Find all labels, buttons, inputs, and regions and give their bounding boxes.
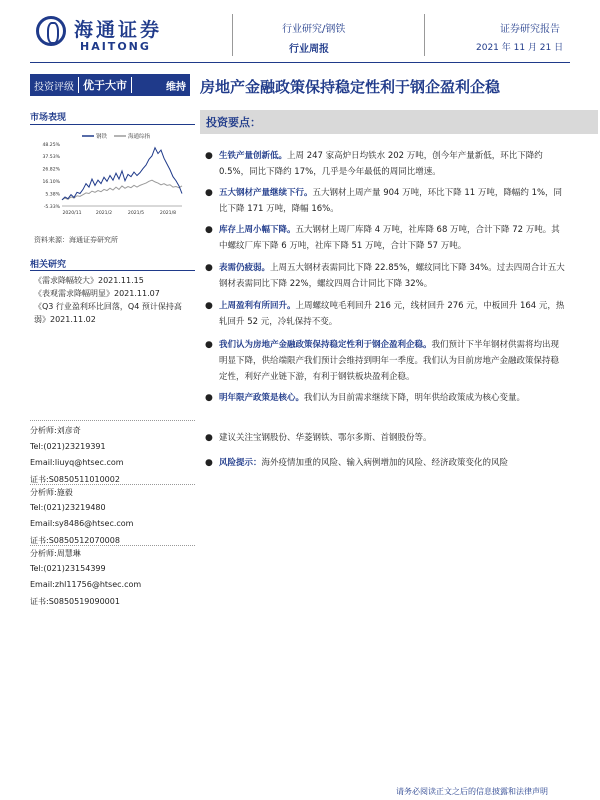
related-item[interactable]: 弱》2021.11.02 (34, 315, 96, 324)
bullet-dot-icon: ● (205, 225, 213, 235)
bullet-dot-icon: ● (205, 393, 213, 403)
key-point-item (205, 390, 565, 406)
industry-label: 行业研究/钢铁 (282, 24, 346, 35)
header-divider (232, 14, 233, 56)
y-tick-label: -5.33% (43, 204, 60, 210)
related-item[interactable]: 《Q3 行业盈利环比回落，Q4 预计保持高 (34, 302, 182, 311)
key-points-heading: 投资要点： (206, 116, 261, 129)
plot-area (62, 148, 182, 200)
analyst-separator (30, 484, 195, 485)
bullet-dot-icon: ● (205, 151, 213, 161)
x-axis (62, 206, 182, 216)
analyst-cert: 证书:S0850511010002 (30, 475, 120, 484)
rating-action: 维持 (166, 81, 186, 93)
series-line-steel (62, 148, 182, 200)
rating-box (30, 74, 190, 96)
market-performance-chart (30, 128, 190, 223)
analyst-tel: Tel:(021)23154399 (30, 564, 106, 573)
y-tick-label: 5.38% (45, 192, 60, 198)
report-label: 证券研究报告 (500, 24, 560, 35)
key-point-text: 上周五大钢材表需同比下降 22.85%，螺纹同比下降 34%。过去四周合计五大钢材表需同比下降 22%，螺纹四周合计同比下降 32%。 (219, 263, 565, 289)
rating-value: 优于大市 (78, 77, 132, 93)
bullet-dot-icon: ● (205, 263, 213, 273)
analyst-email[interactable]: Email:sy8486@htsec.com (30, 519, 134, 528)
analyst-tel: Tel:(021)23219391 (30, 442, 106, 451)
report-type: 行业周报 (289, 44, 329, 55)
bullet-dot-icon: ● (205, 188, 213, 198)
key-point-item (205, 222, 565, 254)
related-item[interactable]: 《需求降幅较大》2021.11.15 (34, 276, 144, 285)
key-point-lead: 上周盈利有所回升。 (219, 301, 296, 311)
report-title: 房地产金融政策保持稳定性利于钢企盈利企稳 (200, 78, 501, 96)
key-point-item (205, 455, 565, 471)
analyst-cert: 证书:S0850519090001 (30, 597, 120, 606)
haitong-logo-icon (36, 16, 66, 46)
key-point-lead: 库存上周小幅下降。 (219, 225, 296, 235)
key-point-lead: 表需仍疲弱。 (219, 263, 271, 273)
logo-english-name: HAITONG (80, 40, 151, 53)
market-underline (30, 124, 195, 125)
y-axis (42, 142, 60, 210)
x-tick-label: 2021/2 (95, 211, 113, 216)
key-point-text: 我们认为目前需求继续下降，明年供给政策成为核心变量。 (304, 393, 526, 403)
x-tick-label: 2021/5 (127, 211, 145, 216)
y-tick-label: 48.25% (42, 142, 60, 148)
report-date: 2021 年 11 月 21 日 (476, 43, 564, 53)
key-point-text: 建议关注宝钢股份、华菱钢铁、鄂尔多斯、首钢股份等。 (219, 433, 432, 443)
bullet-dot-icon: ● (205, 433, 213, 443)
analyst-separator (30, 545, 195, 546)
key-point-item (205, 430, 565, 446)
y-tick-label: 37.53% (42, 155, 60, 161)
x-tick-label: 2021/8 (159, 211, 177, 216)
analyst-email[interactable]: Email:liuyq@htsec.com (30, 458, 124, 467)
logo-chinese-name: 海通证券 (74, 19, 163, 41)
bullet-dot-icon: ● (205, 301, 213, 311)
key-point-item (205, 298, 565, 330)
related-heading: 相关研究 (30, 260, 67, 270)
header-rule (30, 62, 570, 63)
key-point-text: 上周 247 家高炉日均铁水 202 万吨，创今年产量新低，环比下降约 0.5%，同比下降约 17%，几乎是今年最低的周同比增速。 (219, 151, 543, 177)
key-point-item (205, 185, 565, 217)
key-point-lead: 生铁产量创新低。 (219, 151, 288, 161)
analyst-name: 分析师:周慧琳 (30, 549, 81, 558)
rating-label: 投资评级 (34, 81, 74, 93)
key-point-text: 五大钢材上周产量 904 万吨，环比下降 11 万吨，降幅约 1%，同比下降 171 万吨，降幅 16%。 (219, 188, 563, 214)
key-point-text: 海外疫情加重的风险、输入病例增加的风险、经济政策变化的风险 (261, 458, 509, 468)
key-point-text: 我们预计下半年钢材供需将均出现明显下降，供给端限产我们预计会维持到明年一季度。我们认为目前房地产金融政策保持稳定性，利好产业链下游，有利于钢铁板块盈利企稳。 (219, 340, 560, 382)
analyst-email[interactable]: Email:zhl11756@htsec.com (30, 580, 142, 589)
key-point-text: 五大钢材上周厂库降 4 万吨，社库降 68 万吨，合计下降 72 万吨。其中螺纹厂库下降 6 万吨，社库下降 51 万吨，合计下降 57 万吨。 (219, 225, 560, 251)
analyst-name: 分析师:施毅 (30, 488, 73, 497)
market-heading: 市场表现 (30, 113, 67, 123)
key-point-item (205, 260, 565, 292)
analyst-name: 分析师:刘彦奇 (30, 426, 81, 435)
legend-index-label: 海通综指 (128, 134, 151, 140)
legend-steel-label: 钢铁 (96, 134, 108, 140)
key-point-item (205, 148, 565, 180)
chart-source: 资料来源：海通证券研究所 (34, 236, 118, 244)
analyst-cert: 证书:S0850512070008 (30, 536, 120, 545)
bullet-dot-icon: ● (205, 458, 213, 468)
y-tick-label: 26.82% (42, 167, 60, 173)
key-point-lead: 明年限产政策是核心。 (219, 393, 305, 403)
related-underline (30, 270, 195, 271)
key-point-lead: 五大钢材产量继续下行。 (219, 188, 313, 198)
series-line-index (62, 180, 182, 200)
bullet-dot-icon: ● (205, 340, 213, 350)
key-point-item (205, 337, 565, 385)
y-tick-label: 16.10% (42, 180, 60, 185)
key-point-lead: 我们认为房地产金融政策保持稳定性利于钢企盈利企稳。 (219, 340, 432, 350)
legend (82, 132, 151, 140)
x-tick-label: 2020/11 (62, 211, 82, 216)
key-point-text: 上周螺纹吨毛利回升 216 元，线材回升 276 元，中板回升 164 元，热轧回升 52 元，冷轧保持不变。 (219, 301, 565, 327)
related-item[interactable]: 《表观需求降幅明显》2021.11.07 (34, 289, 160, 298)
footer-disclaimer[interactable]: 请务必阅读正文之后的信息披露和法律声明 (396, 787, 548, 796)
analyst-separator (30, 420, 195, 421)
header-divider (424, 14, 425, 56)
analyst-tel: Tel:(021)23219480 (30, 503, 106, 512)
key-point-lead: 风险提示： (219, 458, 262, 468)
